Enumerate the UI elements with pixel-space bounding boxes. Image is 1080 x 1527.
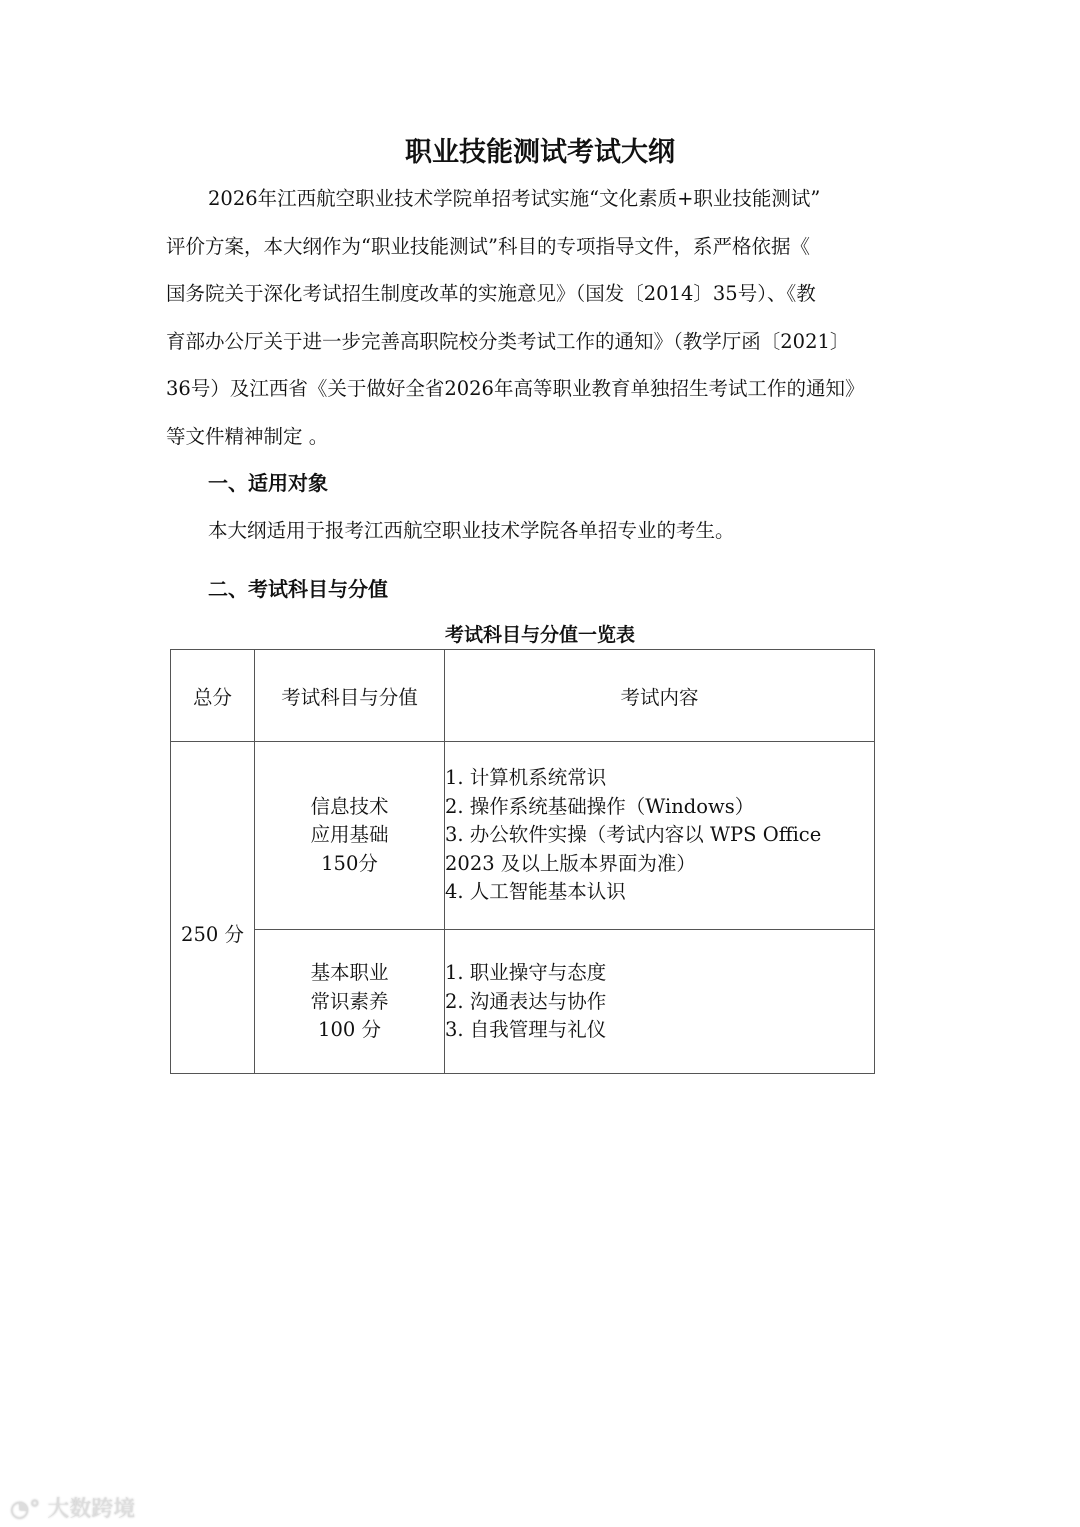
content-cell xyxy=(445,930,875,1074)
section2-heading: 二、考试科目与分值 xyxy=(208,577,388,601)
header-subject: 考试科目与分值 xyxy=(255,650,445,742)
content-item: 3. 自我管理与礼仪 xyxy=(445,1018,607,1041)
intro-line: 等文件精神制定 。 xyxy=(166,424,329,448)
content-item: 2023 及以上版本界面为准） xyxy=(445,851,696,875)
subject-cell xyxy=(255,742,445,930)
subject-line: 常识素养 xyxy=(310,989,389,1013)
subject-line: 100 分 xyxy=(318,1018,381,1041)
table-caption: 考试科目与分值一览表 xyxy=(444,624,635,646)
watermark-logo: ◔° 大数跨境 xyxy=(10,1497,136,1522)
section1-text: 本大纲适用于报考江西航空职业技术学院各单招专业的考生。 xyxy=(208,519,735,542)
content-item: 2. 操作系统基础操作（Windows） xyxy=(445,794,755,818)
subject-line: 150分 xyxy=(321,851,378,875)
table-row xyxy=(171,742,875,930)
score-table xyxy=(170,649,875,1074)
intro-line: 36号）及江西省《关于做好全省2026年高等职业教育单独招生考试工作的通知》 xyxy=(166,377,865,400)
watermark-text: 大数跨境 xyxy=(47,1497,136,1522)
intro-line: 国务院关于深化考试招生制度改革的实施意见》（国发〔2014〕35号）、《教 xyxy=(166,282,816,305)
content-item: 4. 人工智能基本认识 xyxy=(445,880,626,904)
content-item: 3. 办公软件实操（考试内容以 WPS Office xyxy=(445,823,822,847)
content-item: 2. 沟通表达与协作 xyxy=(445,989,607,1013)
content-item: 1. 职业操守与态度 xyxy=(445,961,607,984)
table-row xyxy=(171,930,875,1074)
header-content: 考试内容 xyxy=(445,650,875,742)
document-title: 职业技能测试考试大纲 xyxy=(405,137,675,168)
intro-line: 评价方案，本大纲作为“职业技能测试”科目的专项指导文件，系严格依据《 xyxy=(166,234,810,258)
subject-line: 信息技术 xyxy=(310,794,389,818)
table-header-row xyxy=(171,650,875,742)
intro-line: 2026年江西航空职业技术学院单招考试实施“文化素质+职业技能测试” xyxy=(208,187,821,210)
section1-heading: 一、适用对象 xyxy=(208,471,328,495)
total-score: 250 分 xyxy=(171,742,255,1074)
header-total: 总分 xyxy=(171,650,255,742)
intro-line: 育部办公厅关于进一步完善高职院校分类考试工作的通知》（教学厅函〔2021〕 xyxy=(166,329,850,353)
intro-paragraph xyxy=(166,184,926,469)
subject-line: 应用基础 xyxy=(310,823,389,847)
content-cell xyxy=(445,742,875,930)
subject-line: 基本职业 xyxy=(310,961,389,984)
subject-cell xyxy=(255,930,445,1074)
content-item: 1. 计算机系统常识 xyxy=(445,766,607,790)
